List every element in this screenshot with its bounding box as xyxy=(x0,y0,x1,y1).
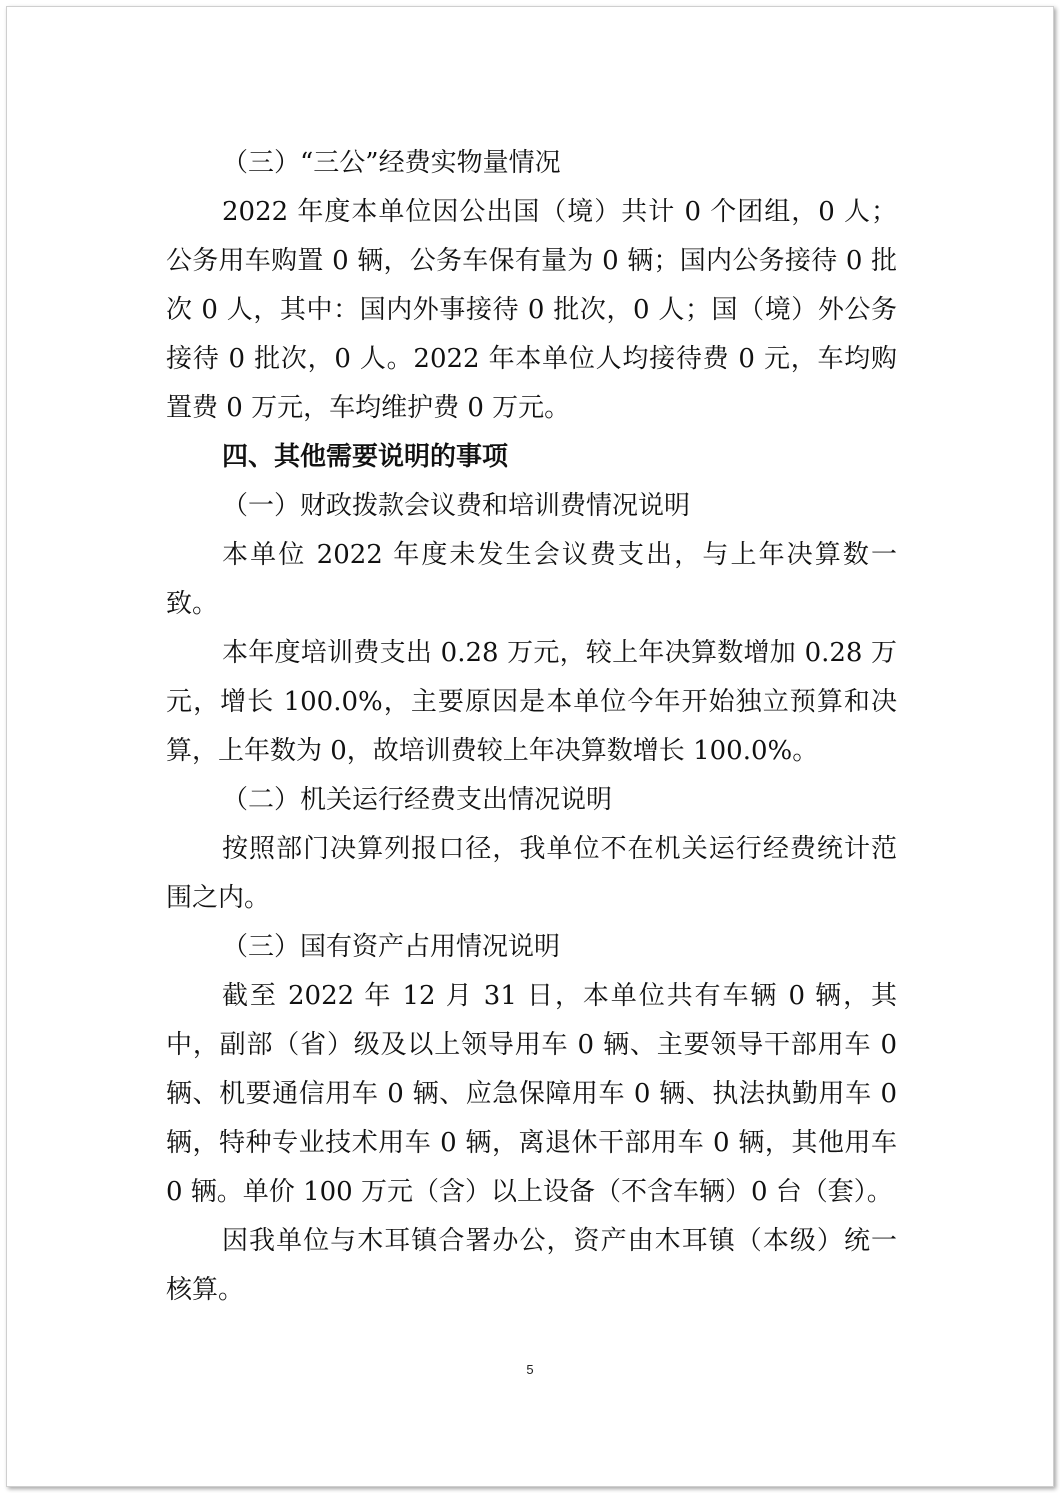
subheading-three-public-quantity: （三）“三公”经费实物量情况 xyxy=(222,148,561,178)
page-number: 5 xyxy=(526,1362,534,1377)
document-body xyxy=(166,139,897,1315)
paragraph-operating-expenses: 按照部门决算列报口径，我单位不在机关运行经费统计范围之内。 xyxy=(166,834,897,913)
paragraph-vehicles-equipment: 截至 2022 年 12 月 31 日，本单位共有车辆 0 辆，其中，副部（省）级及以上领导用车 0 辆、主要领导干部用车 0 辆、机要通信用车 0 辆、应急保障用车 0 辆、执法执勤用车 0 辆，特种专业技术用车 0 辆，离退休干部用车 0 辆，其他用车 0 辆。单价 100 万元（含）以上设备（不含车辆）0 台（套）。 xyxy=(166,981,897,1207)
paragraph-three-public-details: 2022 年度本单位因公出国（境）共计 0 个团组，0 人；公务用车购置 0 辆，公务车保有量为 0 辆；国内公务接待 0 批次 0 人，其中：国内外事接待 0 批次，0 人；国（境）外公务接待 0 批次，0 人。2022 年本单位人均接待费 0 元，车均购置费 0 万元，车均维护费 0 万元。 xyxy=(166,197,897,423)
subheading-operating-expenses: （二）机关运行经费支出情况说明 xyxy=(222,785,613,815)
section-heading-other-matters: 四、其他需要说明的事项 xyxy=(222,442,509,472)
subheading-state-assets: （三）国有资产占用情况说明 xyxy=(222,932,561,962)
paragraph-meeting-fees: 本单位 2022 年度未发生会议费支出，与上年决算数一致。 xyxy=(166,540,897,619)
paragraph-asset-accounting: 因我单位与木耳镇合署办公，资产由木耳镇（本级）统一核算。 xyxy=(166,1226,897,1305)
paragraph-training-fees: 本年度培训费支出 0.28 万元，较上年决算数增加 0.28 万元，增长 100.0%，主要原因是本单位今年开始独立预算和决算，上年数为 0，故培训费较上年决算数增长 100.0%。 xyxy=(166,638,897,766)
subheading-meeting-training-fees: （一）财政拨款会议费和培训费情况说明 xyxy=(222,491,691,521)
